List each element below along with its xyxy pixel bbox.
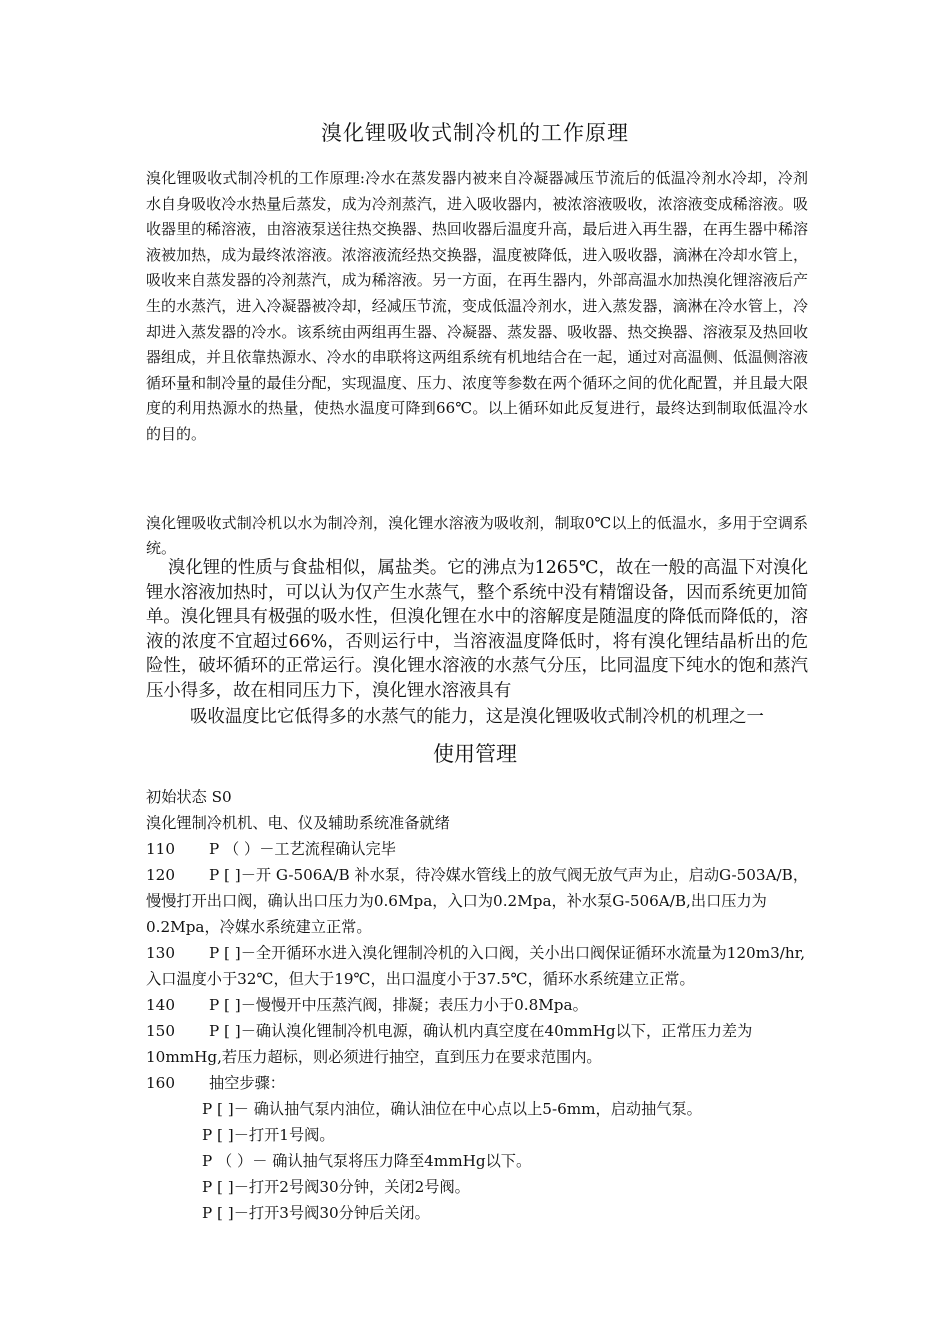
procedure-list: [146, 784, 816, 1226]
step-number: 130: [146, 944, 175, 962]
substep-4: P [ ]－打开2号阀30分钟，关闭2号阀。: [202, 1178, 470, 1196]
step-text: P [ ]－确认溴化锂制冷机电源，确认机内真空度在40mmHg以下，正常压力差为10mmHg,若压力超标，则必须进行抽空，直到压力在要求范围内。: [146, 1022, 753, 1066]
step-number: 110: [146, 840, 175, 858]
section-heading: 使用管理: [433, 742, 517, 766]
refrigerant-paragraph: 溴化锂吸收式制冷机以水为制冷剂，溴化锂水溶液为吸收剂，制取0℃以上的低温水，多用于空调系统。: [146, 514, 808, 557]
lithium-bromide-paragraph: 溴化锂的性质与食盐相似，属盐类。它的沸点为1265℃，故在一般的高温下对溴化锂水溶液加热时，可以认为仅产生水蒸气，整个系统中没有精馏设备，因而系统更加简单。溴化锂具有极强的吸水性，但溴化锂在水中的溶解度是随温度的降低而降低的，溶液的浓度不宜超过66%，否则运行中，当溶液温度降低时，将有溴化锂结晶析出的危险性，破坏循环的正常运行。溴化锂水溶液的水蒸气分压，比同温度下纯水的饱和蒸汽压小得多，故在相同压力下，溴化锂水溶液具有: [146, 558, 808, 701]
document-title: 溴化锂吸收式制冷机的工作原理: [321, 121, 629, 145]
substep-3: P （ ）－ 确认抽气泵将压力降至4mmHg以下。: [202, 1152, 532, 1170]
step-120: [146, 862, 816, 940]
step-text: P [ ]－慢慢开中压蒸汽阀，排凝；表压力小于0.8Mpa。: [209, 996, 588, 1014]
ready-line: 溴化锂制冷机机、电、仪及辅助系统准备就绪: [146, 814, 450, 832]
step-text: P [ ]－全开循环水进入溴化锂制冷机的入口阀，关小出口阀保证循环水流量为120m3/hr,入口温度小于32℃，但大于19℃，出口温度小于37.5℃，循环水系统建立正常。: [146, 944, 806, 988]
step-110: [146, 836, 816, 862]
step-130: [146, 940, 816, 992]
initial-state: 初始状态 S0: [146, 788, 232, 806]
step-number: 160: [146, 1074, 175, 1092]
substep-2: P [ ]－打开1号阀。: [202, 1126, 335, 1144]
substep-1: P [ ]－ 确认抽气泵内油位，确认油位在中心点以上5-6mm，启动抽气泵。: [202, 1100, 702, 1118]
step-150: [146, 1018, 816, 1070]
step-text: 抽空步骤：: [209, 1074, 285, 1092]
step-number: 120: [146, 866, 175, 884]
lithium-bromide-paragraph-last-line: 吸收温度比它低得多的水蒸气的能力，这是溴化锂吸收式制冷机的机理之一: [190, 707, 764, 727]
step-160: [146, 1070, 816, 1096]
substep-5: P [ ]－打开3号阀30分钟后关闭。: [202, 1204, 430, 1222]
principle-paragraph: 溴化锂吸收式制冷机的工作原理:冷水在蒸发器内被来自冷凝器减压节流后的低温冷剂水冷却，冷剂水自身吸收冷水热量后蒸发，成为冷剂蒸汽，进入吸收器内，被浓溶液吸收，浓溶液变成稀溶液。吸收器里的稀溶液，由溶液泵送往热交换器、热回收器后温度升高，最后进入再生器，在再生器中稀溶液被加热，成为最终浓溶液。浓溶液流经热交换器，温度被降低，进入吸收器，滴淋在冷却水管上，吸收来自蒸发器的冷剂蒸汽，成为稀溶液。另一方面，在再生器内，外部高温水加热溴化锂溶液后产生的水蒸汽，进入冷凝器被冷却，经减压节流，变成低温冷剂水，进入蒸发器，滴淋在冷水管上，冷却进入蒸发器的冷水。该系统由两组再生器、冷凝器、蒸发器、吸收器、热交换器、溶液泵及热回收器组成，并且依靠热源水、冷水的串联将这两组系统有机地结合在一起，通过对高温侧、低温侧溶液循环量和制冷量的最佳分配，实现温度、压力、浓度等参数在两个循环之间的优化配置，并且最大限度的利用热源水的热量，使热水温度可降到66℃。以上循环如此反复进行，最终达到制取低温冷水的目的。: [146, 169, 808, 443]
step-number: 150: [146, 1022, 175, 1040]
step-text: P （ ）－工艺流程确认完毕: [209, 840, 396, 858]
step-number: 140: [146, 996, 175, 1014]
step-140: [146, 992, 816, 1018]
step-text: P [ ]－开 G-506A/B 补水泵，待冷媒水管线上的放气阀无放气声为止，启动G-503A/B，慢慢打开出口阀，确认出口压力为0.6Mpa，入口为0.2Mpa，补水泵G-506A/B,出口压力为0.2Mpa，冷媒水系统建立正常。: [146, 866, 809, 936]
